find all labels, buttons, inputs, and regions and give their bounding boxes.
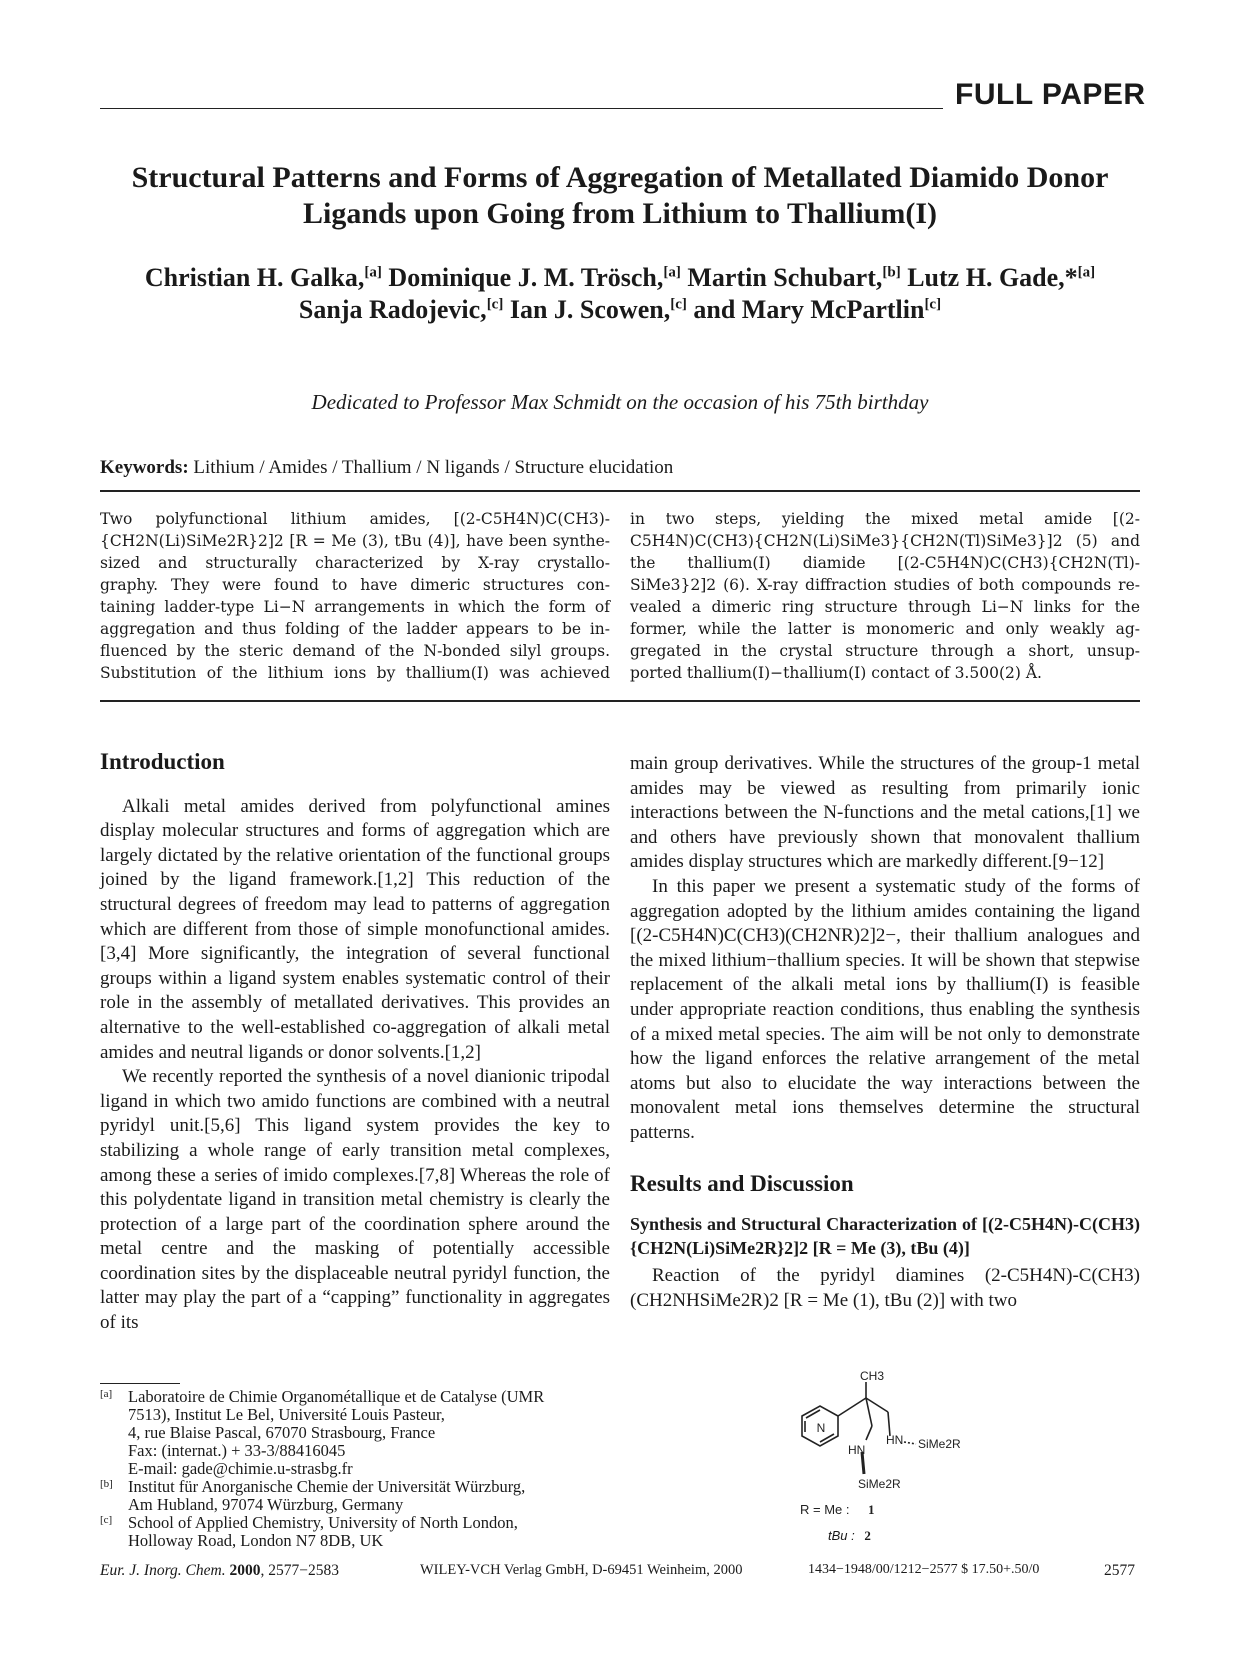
keywords-label: Keywords: [100, 457, 189, 478]
footnote-line: Laboratoire de Chimie Organométallique et de Catalyse (UMR [128, 1387, 545, 1406]
footnote-line: Am Hubland, 97074 Würzburg, Germany [128, 1495, 404, 1514]
footnote-item [100, 1514, 610, 1550]
author-affiliation: [c] [670, 296, 687, 313]
abstract-left-column [100, 508, 610, 684]
sime2r-label: SiMe2R [858, 1477, 901, 1491]
abstract-line: Substitution of the lithium ions by thallium(I) was achieved [100, 664, 610, 682]
author-affiliation: [a] [663, 264, 681, 281]
abstract-line: fluenced by the steric demand of the N-bonded silyl groups. [100, 642, 610, 660]
hn-label: HN [886, 1433, 904, 1447]
paragraph: Alkali metal amides derived from polyfunctional amines display molecular structures and forms of aggregation which are largely dictated by the relative orientation of the functional groups joined by the ligand framework.[1,2] This reduction of the structural degrees of freedom may lead to patterns of aggregation which are different from those of simple monofunctional amides.[3,4] More significantly, the integration of several functional groups within a ligand system enables systematic control of their role in the assembly of metallated derivatives. This provides an alternative to the well-established co-aggregation of alkali metal amides and neutral ligands or donor solvents.[1,2] [100, 795, 610, 1063]
dedication: Dedicated to Professor Max Schmidt on the occasion of his 75th birthday [311, 390, 929, 414]
footnote-mark: [c] [100, 1514, 113, 1526]
footnote-item [100, 1388, 610, 1478]
abstract-line: sized and structurally characterized by X-ray crystallo- [100, 554, 610, 572]
sime2r-label: SiMe2R [918, 1437, 961, 1451]
keywords-text: Lithium / Amides / Thallium / N ligands / Structure elucidation [193, 457, 674, 478]
paragraph: main group derivatives. While the structures of the group-1 metal amides may be viewed as resulting from primarily ionic interactions between the N-functions and the metal cations,[1] we and others have previously shown that monovalent thallium amides display structures which are markedly different.[9−12] [630, 753, 1140, 873]
author-affiliation: [c] [486, 296, 504, 313]
footnote-line: 7513), Institut Le Bel, Université Louis Pasteur, [128, 1405, 445, 1424]
abstract-right-column [630, 508, 1140, 684]
r-tbu-label [828, 1528, 871, 1544]
abstract-line: in two steps, yielding the mixed metal amide [(2- [630, 510, 1140, 528]
footnote-line: School of Applied Chemistry, University of North London, [128, 1513, 518, 1532]
author-affiliation: [a] [364, 264, 382, 281]
journal-year: 2000 [229, 1562, 261, 1579]
abstract-line: gregated in the crystal structure through a short, unsup- [630, 642, 1140, 660]
issn-line: 1434−1948/00/1212−2577 $ 17.50+.50/0 [808, 1562, 1040, 1577]
footnote-item [100, 1478, 610, 1514]
pyridine-n-label: N [816, 1421, 826, 1435]
r-tbu-text: tBu : [828, 1528, 855, 1543]
article-title: Structural Patterns and Forms of Aggregation of Metallated Diamido Donor Ligands upon Going from Lithium to Thallium(I) [131, 161, 1109, 230]
section-heading-introduction: Introduction [100, 749, 225, 774]
author-list [100, 262, 1140, 326]
left-body-column [100, 750, 610, 1336]
subsection-heading: Synthesis and Structural Characterization of [(2-C5H4N)-C(CH3){CH2N(Li)SiMe2R}2]2 [R = Me (3), tBu (4)] [630, 1214, 1140, 1259]
author-affiliation: [c] [924, 296, 942, 313]
footnote-line: Holloway Road, London N7 8DB, UK [128, 1531, 384, 1550]
journal-name: Eur. J. Inorg. Chem. [100, 1562, 226, 1579]
abstract-line: {CH2N(Li)SiMe2R}2]2 [R = Me (3), tBu (4)], have been synthe- [100, 532, 610, 550]
header-rule [100, 108, 943, 109]
footnote-line: Institut für Anorganische Chemie der Universität Würzburg, [128, 1477, 526, 1496]
paragraph: Reaction of the pyridyl diamines (2-C5H4N)-C(CH3)(CH2NHSiMe2R)2 [R = Me (1), tBu (2)] with two [630, 1265, 1140, 1311]
bond [838, 1398, 866, 1416]
abstract-line: vealed a dimeric ring structure through Li−N links for the [630, 598, 1140, 616]
compound-number: 1 [868, 1502, 875, 1517]
bond [904, 1442, 916, 1444]
author-name: Ian J. Scowen, [509, 295, 671, 324]
abstract-line: SiMe3}2]2 (6). X-ray diffraction studies of both compounds re- [630, 576, 1140, 594]
right-body-column [630, 752, 1140, 1313]
footnotes [100, 1388, 610, 1550]
journal-pages: , 2577−2583 [260, 1562, 339, 1579]
abstract-line: graphy. They were found to have dimeric structures con- [100, 576, 610, 594]
author-affiliation: [b] [882, 264, 901, 281]
author-name: Martin Schubart, [687, 263, 883, 292]
footnote-line: Fax: (internat.) + 33-3/88416045 [128, 1441, 346, 1460]
author-name: Sanja Radojevic, [298, 295, 487, 324]
author-name: Lutz H. Gade,* [907, 263, 1078, 292]
footnote-line: E-mail: gade@chimie.u-strasbg.fr [128, 1459, 353, 1478]
paragraph: In this paper we present a systematic study of the forms of aggregation adopted by the lithium amides containing the ligand [(2-C5H4N)C(CH3)(CH2NR)2]2−, their thallium analogues and the mixed lithium−thallium species. It will be shown that stepwise replacement of the alkali metal ions by thallium(I) is feasible under appropriate reaction conditions, thus enabling the synthesis of a mixed metal species. The aim will be not only to demonstrate how the ligand enforces the relative arrangement of the metal atoms but also to elucidate the way interactions between the monovalent metal ions themselves determine the structural patterns. [630, 875, 1140, 1143]
footnote-mark: [b] [100, 1478, 113, 1490]
journal-citation [100, 1562, 339, 1580]
abstract-line: ported thallium(I)−thallium(I) contact of 3.500(2) Å. [630, 664, 1042, 682]
publisher-line: WILEY-VCH Verlag GmbH, D-69451 Weinheim, 2000 [420, 1562, 743, 1578]
abstract-line: the thallium(I) diamide [(2-C5H4N)C(CH3){CH2N(Tl)- [630, 554, 1140, 572]
abstract-line: aggregation and thus folding of the ladder appears to be in- [100, 620, 610, 638]
abstract-line: Two polyfunctional lithium amides, [(2-C5H4N)C(CH3)- [100, 510, 610, 528]
r-me-label: R = Me : [800, 1502, 850, 1517]
ch3-label: CH3 [860, 1369, 885, 1383]
bond [866, 1426, 872, 1440]
compound-number: 2 [864, 1528, 871, 1543]
paragraph: We recently reported the synthesis of a novel dianionic tripodal ligand in which two amido functions are combined with a neutral pyridyl unit.[5,6] This ligand system provides the key to stabilizing a whole range of early transition metal complexes, among these a series of imido complexes.[7,8] Whereas the role of this polydentate ligand in transition metal chemistry is clearly the protection of a large part of the coordination sphere around the metal centre and the masking of potentially accessible coordination sites by the displaceable neutral pyridyl function, the latter may play the part of a “capping” functionality in aggregates of its [100, 1066, 610, 1334]
author-name: Dominique J. M. Trösch, [388, 263, 664, 292]
header-label: FULL PAPER [955, 78, 1146, 111]
author-name: Christian H. Galka, [144, 263, 365, 292]
chemical-structure-scheme [790, 1368, 1010, 1523]
footnote-line: 4, rue Blaise Pascal, 67070 Strasbourg, France [128, 1423, 436, 1442]
hn-label: HN [848, 1443, 866, 1457]
author-name: and Mary McPartlin [693, 295, 925, 324]
abstract-top-rule [100, 490, 1140, 492]
footnote-rule [100, 1383, 180, 1384]
abstract-line: former, while the latter is monomeric and only weakly ag- [630, 620, 1140, 638]
abstract-bottom-rule [100, 700, 1140, 702]
keywords [100, 457, 673, 479]
footnote-mark: [a] [100, 1388, 113, 1400]
bond [866, 1398, 872, 1426]
page-number: 2577 [1104, 1562, 1135, 1579]
abstract-line: C5H4N)C(CH3){CH2N(Li)SiMe3}{CH2N(Tl)SiMe3}]2 (5) and [630, 532, 1140, 550]
abstract-line: taining ladder-type Li−N arrangements in which the form of [100, 598, 610, 616]
author-affiliation: [a] [1077, 264, 1096, 281]
section-heading-results: Results and Discussion [630, 1170, 854, 1196]
